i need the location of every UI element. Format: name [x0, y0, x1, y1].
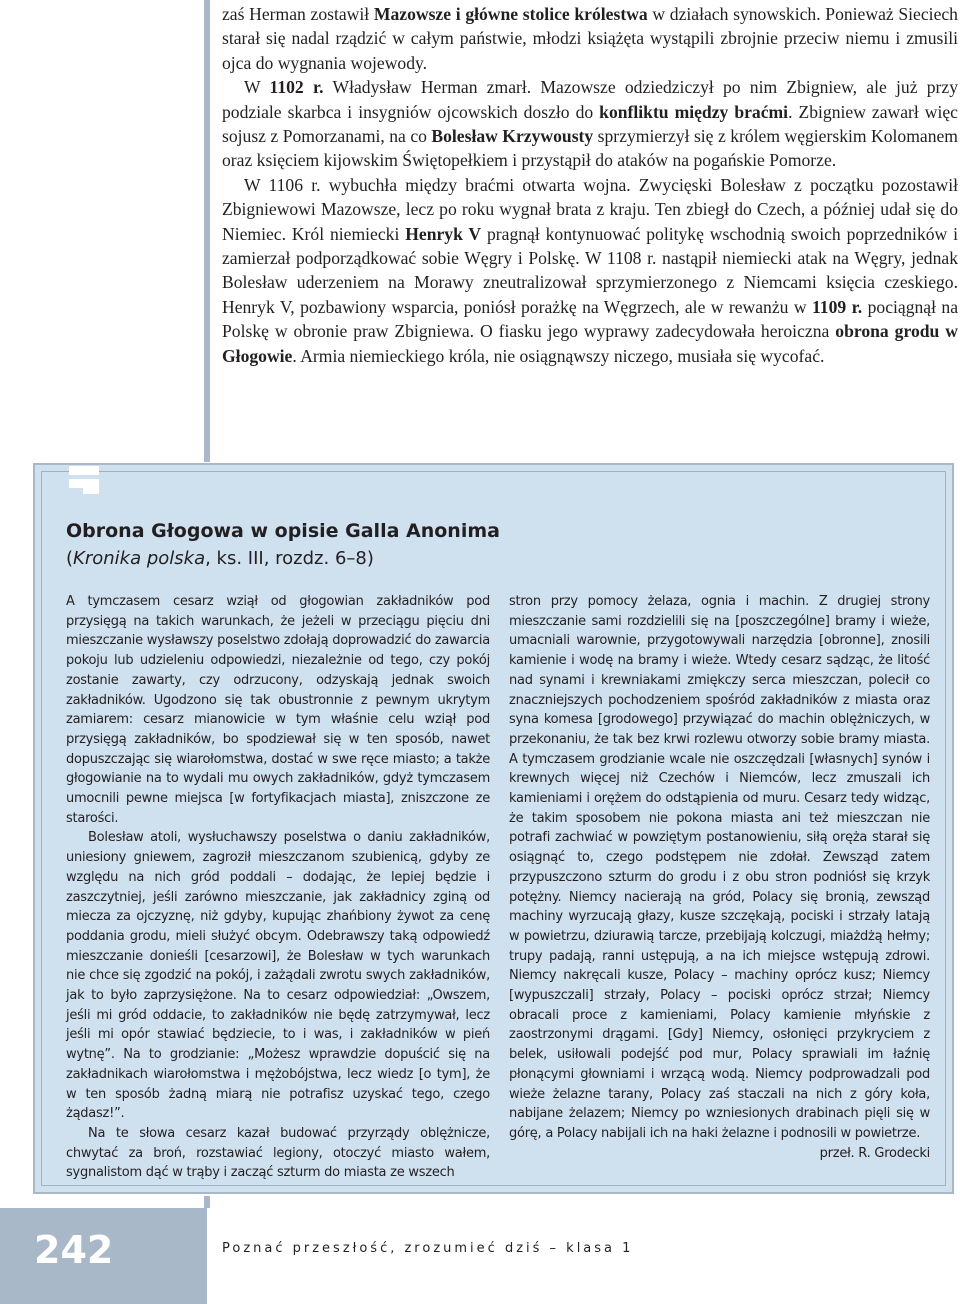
text-run: Władysław Herman zmarł. Mazowsze odziedziczył po nim Zbigniew, ale już przy podziale skarbca i insygniów ojcowskich doszło do [222, 77, 959, 122]
bold-term: obrona grodu w Głogowie [222, 321, 959, 366]
paragraph-1 [222, 2, 958, 75]
text-run: . Zbigniew zawarł więc sojusz z Pomorzanami, na co [222, 101, 958, 147]
page-number: 242 [34, 1228, 114, 1272]
source-column-left [66, 592, 490, 1183]
subtitle-reference: , ks. III, rozdz. 6–8) [205, 548, 374, 569]
source-title: Obrona Głogowa w opisie Galla Anonima [66, 520, 500, 542]
bold-term: Bolesław Krzywousty [431, 126, 594, 147]
subtitle-work-title: Kronika polska [73, 548, 206, 569]
source-paragraph: stron przy pomocy żelaza, ognia i machin. Z drugiej strony mieszczanie sami rozdzielili się na [poszczególne] bramy i wieże, umacniali warownie, przygotowywali narzędzia [obronne], znosili kamienie i wodę na bramy i wieże. Wtedy cesarz sądząc, że litość nad synami i krewniakami zmiękczy serca mieszczan, polecił co znaczniejszych pochodzeniem spośród zakładników z miasta oraz syna komesa [grodowego] przywiązać do machin oblężniczych, w przekonaniu, że tak bez krwi rozlewu otworzy sobie bramy miasta. A tymczasem grodzianie wcale nie oszczędzali [własnych] synów i krewnych więcej niż Czechów i Niemców, lecz zmuszali ich kamieniami i orężem do odstąpienia od muru. Cesarz tedy widząc, że takim sposobem nie pokona miasta ani też mieszczan nie potrafi zachwiać w powziętym postanowieniu, siłą oręża starał się osiągnąć to, czego podstępem nie zdołał. Zewsząd zatem przypuszczono szturm do grodu i z obu stron podniósł się krzyk potężny. Niemcy nacierają na gród, Polacy się bronią, zewsząd machiny wyrzucają głazy, kusze szczękają, pociski i strzały latają w powietrzu, dziurawią tarcze, przebijają kolczugi, miażdżą hełmy; trupy padają, ranni ustępują, a na ich miejsce wstępują zdrowi. Niemcy nakręcali kusze, Polacy – machiny oprócz kusz; Niemcy [wypuszczali] strzały, Polacy – pociski oprócz strzał; Niemcy obracali proce z kamieniami, Polacy kamienie młyńskie z zaostrzonymi drągami. [Gdy] Niemcy, osłonięci przykryciem z belek, usiłowali podejść pod mur, Polacy sprawiali im łaźnię płonącymi głowniami i wrzącą wodą. Niemcy podprowadzali pod wieże żelazne tarany, Polacy zaś staczali na nich z góry koła, nabijane żelazem; Niemcy po wzniesionych drabinach pięli się w górę, a Polacy nabijali ich na haki żelazne i podnosili w powietrze. [509, 594, 930, 1141]
text-run: sprzymierzył się z królem węgierskim Kolomanem oraz księciem kijowskim Świętopełkiem i przystąpił do ataków na pogańskie Pomorze. [222, 126, 958, 171]
text-run: w działach synowskich. Ponieważ Sieciech starał się nadal rządzić w całym państwie, młodzi książęta wystąpili zbrojnie przeciw niemu i zmusili ojca do wygnania wojewody. [222, 4, 958, 73]
text-run: pociągnął na Polskę w obronie praw Zbigniewa. O fiasku jego wyprawy zadecydowała heroiczna [222, 296, 959, 342]
source-subtitle [66, 548, 866, 569]
text-run: pragnął kontynuować politykę wschodnią swoich poprzedników i zamierzał podporządkować sobie Węgry i Polskę. W 1108 r. nastąpił niemiecki atak na Węgry, jednak Bolesław uderzeniem na Morawy zneutralizował sprzymierzonego z Niemcami księcia czeskiego. Henryk V, pozbawiony wsparcia, poniósł porażkę na Węgrzech, ale w rewanżu w [222, 223, 958, 317]
bold-term: 1109 r. [811, 296, 863, 317]
source-quote-icon [69, 466, 99, 496]
bold-term: 1102 r. [269, 77, 324, 98]
text-run: W [244, 77, 270, 98]
margin-rule-bottom [204, 1196, 210, 1208]
text-run: W 1106 r. wybuchła między braćmi otwarta wojna. Zwycięski Bolesław z początku pozostawił Zbigniewowi Mazowsze, lecz po roku wygnał brata z kraju. Ten zbiegł do Czech, a później udał się do Niemiec. Król niemiecki [222, 174, 958, 244]
bold-term: konfliktu między braćmi [599, 101, 789, 122]
source-paragraph: A tymczasem cesarz wziął od głogowian zakładników pod przysięgą na takich warunkach, że jeżeli w przeciągu pięciu dni mieszczanie wysławszy poselstwo zdołają doprowadzić do zawarcia pokoju lub udzieleniu odpowiedzi, niezależnie od tego, czy pokój zostanie zawarty, czy odrzucony, odzyskają jednak swoich zakładników. Ugodzono się tak obustronnie z pewnym ukrytym zamiarem: cesarz mianowicie w tym właśnie celu wziął pod przysięgą zakładników, bo spodziewał się w ten sposób, nawet dopuszczając się wiarołomstwa, dostać w swe ręce miasto; a także głogowianie na to wydali mu owych zakładników, gdyż tymczasem umocnili pewne miejsca [w fortyfikacjach miasta], zniszczone ze starości. [66, 594, 490, 826]
source-column-right [509, 592, 930, 1163]
main-text [222, 2, 958, 368]
text-run: . Armia niemieckiego króla, nie osiągnąwszy niczego, musiała się wycofać. [292, 345, 825, 366]
source-paragraph: Na te słowa cesarz kazał budować przyrządy oblężnicze, chwytać za broń, rozstawiać legiony, otoczyć miasto wałem, sygnalistom dąć w trąby i zacząć szturm do miasta ze wszech [66, 1125, 490, 1181]
footer-book-title: Poznać przeszłość, zrozumieć dziś – klasa 1 [222, 1241, 634, 1256]
text-run: zaś Herman zostawił [222, 4, 374, 24]
source-paragraph: Bolesław atoli, wysłuchawszy poselstwa o daniu zakładników, uniesiony gniewem, zagroził mieszczanom szubienicą, gdyby ze względu na nich gród poddali – dodając, że lepiej będzie i zaszczytniej, jeśli zarówno mieszczanie, jak zakładnicy zginą od miecza za ojczyznę, niż gdyby, kupując zhańbiony żywot za cenę poddania grodu, mieli służyć obcym. Odebrawszy taką odpowiedź mieszczanie donieśli [cesarzowi], że Bolesław w tych warunkach nie chce się zgodzić na pokój, i zażądali zwrotu swych zakładników, jak to było zaprzysiężone. Na to cesarz odpowiedział: „Owszem, jeśli mi gród oddacie, to zakładników nie będę zatrzymywał, lecz jeśli mi opór stawiać będziecie, to i was, i zakładników w pień wytnę”. Na to grodzianie: „Możesz wprawdzie dopuścić się na zakładnikach wiarołomstwa i mężobójstwa, lecz wiedz [o tym], że w ten sposób żadną miarą nie potrafisz uzyskać tego, czego żądasz!”. [66, 830, 490, 1122]
margin-rule-top [204, 0, 210, 462]
translator-credit: przeł. R. Grodecki [819, 1145, 930, 1161]
subtitle-paren: ( [66, 548, 74, 569]
bold-term: Mazowsze i główne stolice królestwa [373, 4, 648, 24]
paragraph-2 [222, 75, 958, 173]
bold-term: Henryk V [405, 223, 482, 244]
paragraph-3 [222, 173, 958, 368]
